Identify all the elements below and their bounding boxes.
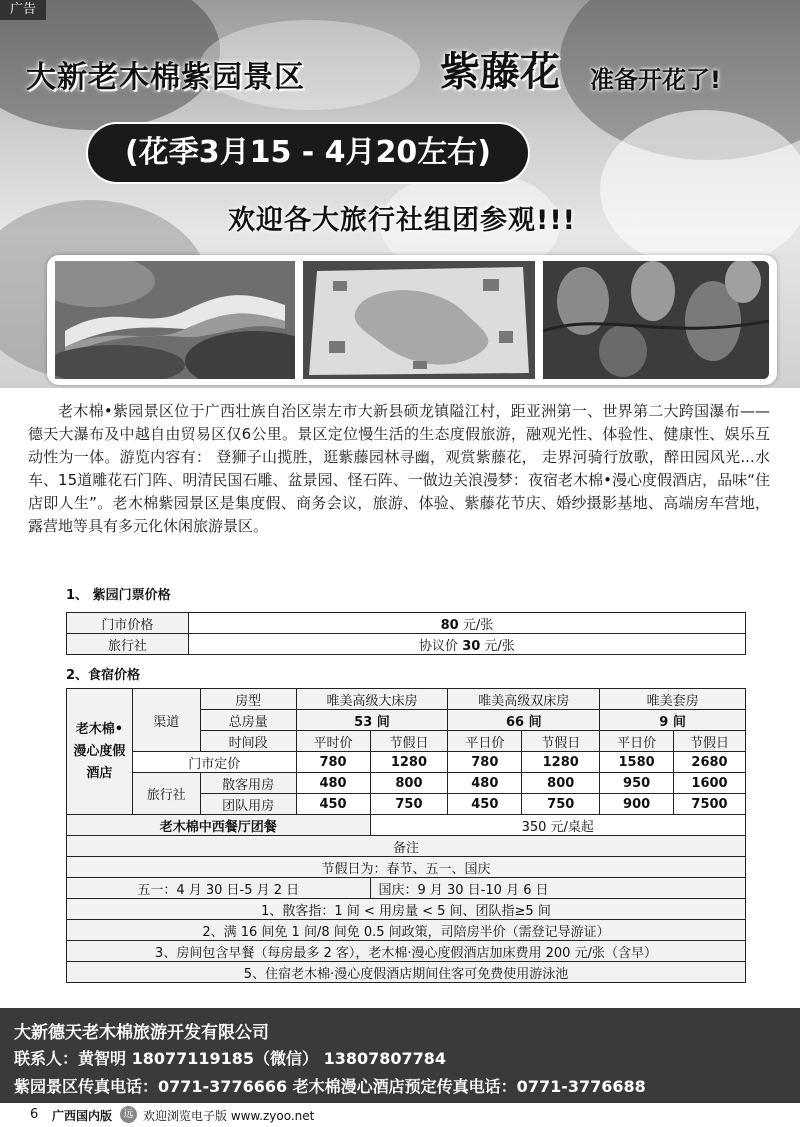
publisher-logo-icon: 远 bbox=[120, 1106, 137, 1123]
resort-building-photo bbox=[55, 261, 295, 379]
price-unit: 元/张 bbox=[458, 617, 494, 633]
price-unit: 元/张 bbox=[480, 638, 515, 654]
total-rooms-label: 总房量 bbox=[200, 710, 296, 731]
price-number: 80 bbox=[440, 617, 459, 633]
ticket-price-table bbox=[66, 612, 746, 655]
ticket-label-agency: 旅行社 bbox=[67, 634, 189, 655]
table-row bbox=[67, 815, 746, 836]
hotel-price-table bbox=[66, 688, 746, 983]
room-type-suite: 唯美套房 bbox=[600, 689, 746, 710]
price-cell: 780 bbox=[296, 752, 370, 773]
contact-footer bbox=[0, 1008, 800, 1103]
ad-label: 广告 bbox=[0, 0, 46, 20]
flower-season-banner: (花季3月15 - 4月20左右) bbox=[88, 124, 528, 182]
table-row bbox=[67, 857, 746, 878]
table-row bbox=[67, 836, 746, 857]
period-holiday: 节假日 bbox=[370, 731, 448, 752]
table-row bbox=[67, 634, 746, 655]
page-number: 6 bbox=[30, 1107, 39, 1122]
note-holidays: 节假日为：春节、五一、国庆 bbox=[67, 857, 746, 878]
dining-label: 老木棉中西餐厅团餐 bbox=[67, 815, 371, 836]
period-label: 时间段 bbox=[200, 731, 296, 752]
headline-scenic-area: 大新老木棉紫园景区 bbox=[26, 60, 305, 95]
table-row bbox=[67, 962, 746, 983]
dining-price: 350 元/桌起 bbox=[370, 815, 746, 836]
price-cell: 7500 bbox=[674, 794, 746, 815]
room-type-label: 房型 bbox=[200, 689, 296, 710]
table-row bbox=[67, 613, 746, 634]
scenic-map-photo bbox=[303, 261, 535, 379]
room-count-king: 53 间 bbox=[296, 710, 448, 731]
ticket-price-retail bbox=[188, 613, 745, 634]
table-row bbox=[67, 899, 746, 920]
blossom-light bbox=[600, 110, 800, 270]
fit-rate-label: 散客用房 bbox=[200, 773, 296, 794]
table-row bbox=[67, 752, 746, 773]
note-item: 1、散客指：1 间 < 用房量 < 5 间、团队指≥5 间 bbox=[67, 899, 746, 920]
agency-label: 旅行社 bbox=[132, 773, 200, 815]
price-cell: 1580 bbox=[600, 752, 674, 773]
price-cell: 950 bbox=[600, 773, 674, 794]
rack-rate-label: 门市定价 bbox=[132, 752, 296, 773]
price-number: 30 bbox=[462, 638, 481, 654]
price-cell: 480 bbox=[296, 773, 370, 794]
ticket-section-title: 1、 紫园门票价格 bbox=[66, 588, 171, 603]
scenic-area-introduction: 老木棉•紫园景区位于广西壮族自治区崇左市大新县硕龙镇隘江村，距亚洲第一、世界第二大跨国瀑布——德天大瀑布及中越自由贸易区仅6公里。景区定位慢生活的生态度假旅游，融观光性、体验性、健康性、娱乐互动性为一体。游览内容有： 登狮子山揽胜，逛紫藤园林寻幽，观赏紫藤花， 走界河骑行放歌，醉田园风光...水车、15道雕花石门阵、明清民国石雕、盆景园、怪石阵、一做边关浪漫梦：夜宿老木棉•漫心度假酒店，品味“住店即人生”。老木棉紫园景区是集度假、商务会议，旅游、体验、紫藤花节庆、婚纱摄影基地、高端房车营地，露营地等具有多元化休闲旅游景区。 bbox=[28, 402, 770, 535]
note-national-day: 国庆：9 月 30 日-10 月 6 日 bbox=[370, 878, 746, 899]
hotel-name: 老木棉•漫心度假酒店 bbox=[67, 689, 133, 815]
room-count-suite: 9 间 bbox=[600, 710, 746, 731]
hero-banner bbox=[0, 0, 800, 388]
table-row bbox=[67, 920, 746, 941]
price-cell: 750 bbox=[522, 794, 600, 815]
price-prefix: 协议价 bbox=[419, 638, 463, 654]
price-cell: 1600 bbox=[674, 773, 746, 794]
price-cell: 800 bbox=[370, 773, 448, 794]
scenic-map-illustration bbox=[303, 261, 535, 379]
group-rate-label: 团队用房 bbox=[200, 794, 296, 815]
period-weekday: 平时价 bbox=[296, 731, 370, 752]
notes-title: 备注 bbox=[67, 836, 746, 857]
wisteria-illustration bbox=[543, 261, 769, 379]
table-row bbox=[67, 689, 746, 710]
note-item: 3、房间包含早餐（每房最多 2 客），老木棉·漫心度假酒店加床费用 200 元/张（含早） bbox=[67, 941, 746, 962]
fax-numbers: 紫园景区传真电话：0771-3776666 老木棉漫心酒店预定传真电话：0771-3776688 bbox=[14, 1077, 646, 1096]
headline-blooming: 准备开花了! bbox=[590, 66, 721, 94]
website-link[interactable]: 欢迎浏览电子版 www.zyoo.net bbox=[143, 1109, 315, 1123]
headline-wisteria: 紫藤花 bbox=[440, 49, 560, 95]
hotel-section-title: 2、食宿价格 bbox=[66, 668, 141, 683]
ticket-price-agency bbox=[188, 634, 745, 655]
channel-label: 渠道 bbox=[132, 689, 200, 752]
price-cell: 1280 bbox=[370, 752, 448, 773]
table-row bbox=[67, 941, 746, 962]
price-cell: 450 bbox=[448, 794, 522, 815]
price-cell: 900 bbox=[600, 794, 674, 815]
page-footer-bar bbox=[0, 1103, 800, 1127]
price-cell: 1280 bbox=[522, 752, 600, 773]
room-type-twin: 唯美高级双床房 bbox=[448, 689, 600, 710]
period-weekday: 平日价 bbox=[600, 731, 674, 752]
company-name: 大新德天老木棉旅游开发有限公司 bbox=[14, 1023, 269, 1043]
period-weekday: 平日价 bbox=[448, 731, 522, 752]
price-cell: 450 bbox=[296, 794, 370, 815]
price-cell: 2680 bbox=[674, 752, 746, 773]
room-count-twin: 66 间 bbox=[448, 710, 600, 731]
contact-person: 联系人：黄智明 18077119185（微信） 13807807784 bbox=[14, 1049, 447, 1068]
room-type-king: 唯美高级大床房 bbox=[296, 689, 448, 710]
price-cell: 480 bbox=[448, 773, 522, 794]
photo-strip bbox=[47, 255, 777, 385]
price-cell: 750 bbox=[370, 794, 448, 815]
price-cell: 780 bbox=[448, 752, 522, 773]
note-item: 5、住宿老木棉·漫心度假酒店期间住客可免费使用游泳池 bbox=[67, 962, 746, 983]
period-holiday: 节假日 bbox=[674, 731, 746, 752]
note-item: 2、满 16 间免 1 间/8 间免 0.5 间政策，司陪房半价（需登记导游证） bbox=[67, 920, 746, 941]
table-row bbox=[67, 878, 746, 899]
edition-name: 广西国内版 bbox=[52, 1109, 113, 1123]
wisteria-photo bbox=[543, 261, 769, 379]
note-mayday: 五一：4 月 30 日-5 月 2 日 bbox=[67, 878, 371, 899]
ticket-label-retail: 门市价格 bbox=[67, 613, 189, 634]
table-row bbox=[67, 773, 746, 794]
price-cell: 800 bbox=[522, 773, 600, 794]
period-holiday: 节假日 bbox=[522, 731, 600, 752]
resort-building-illustration bbox=[55, 261, 295, 379]
welcome-slogan: 欢迎各大旅行社组团参观!!! bbox=[228, 205, 576, 236]
